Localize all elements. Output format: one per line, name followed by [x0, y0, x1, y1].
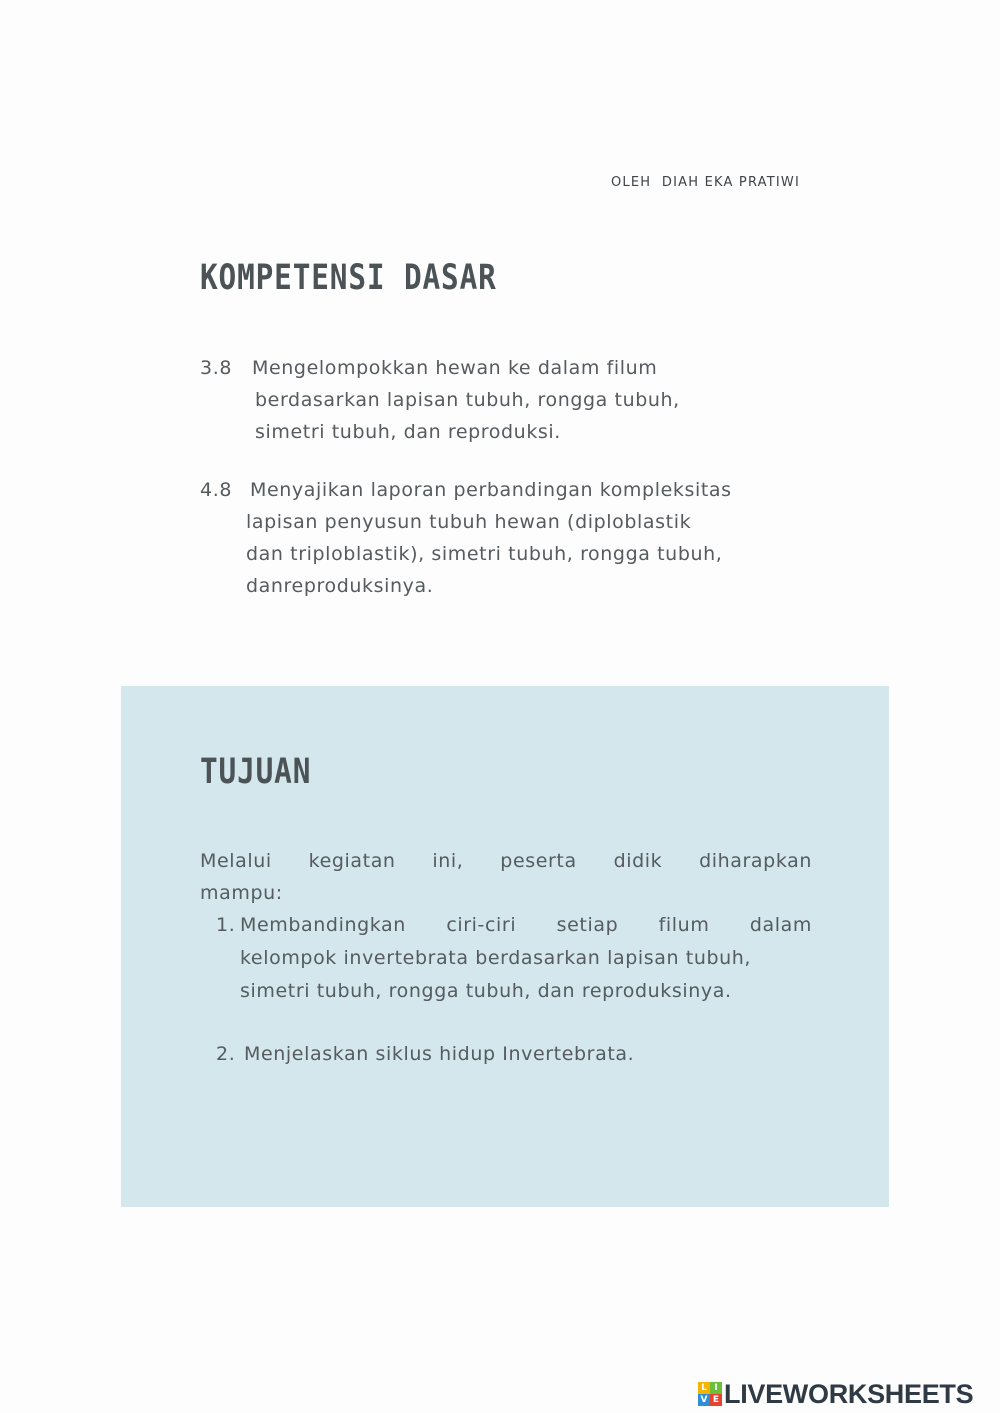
- tujuan-item-number: 1.: [216, 914, 236, 936]
- tujuan-heading: TUJUAN: [200, 752, 312, 792]
- author-credit: OLEH DIAH EKA PRATIWI: [611, 175, 801, 190]
- intro-word: kegiatan: [308, 850, 396, 872]
- intro-word: ini,: [432, 850, 464, 872]
- logo-letter: I: [710, 1382, 722, 1394]
- tujuan-item-text: Menjelaskan siklus hidup Invertebrata.: [244, 1043, 635, 1065]
- intro-line: mampu:: [200, 882, 283, 904]
- intro-word: Melalui: [200, 850, 272, 872]
- tujuan-item-word: filum: [658, 914, 710, 936]
- tujuan-item-word: setiap: [556, 914, 619, 936]
- kompetensi-item-line: danreproduksinya.: [246, 575, 434, 597]
- kompetensi-item-number: 3.8: [200, 357, 233, 379]
- liveworksheets-logo-text: LIVEWORKSHEETS: [724, 1378, 974, 1409]
- intro-word: diharapkan: [699, 850, 812, 872]
- kompetensi-dasar-heading: KOMPETENSI DASAR: [200, 258, 497, 298]
- tujuan-item-word: dalam: [749, 914, 812, 936]
- liveworksheets-logo-icon: [698, 1382, 722, 1406]
- tujuan-item-line: kelompok invertebrata berdasarkan lapisan tubuh,: [240, 947, 752, 969]
- kompetensi-item-line: dan triploblastik), simetri tubuh, rongga tubuh,: [246, 543, 723, 565]
- kompetensi-item-line: simetri tubuh, dan reproduksi.: [255, 421, 561, 443]
- kompetensi-item-4-8: [200, 474, 732, 602]
- kompetensi-item-number: 4.8: [200, 479, 233, 501]
- tujuan-item-word: Membandingkan: [240, 914, 406, 936]
- intro-word: peserta: [500, 850, 577, 872]
- kompetensi-item-line: lapisan penyusun tubuh hewan (diploblastik: [246, 511, 692, 533]
- logo-letter: V: [698, 1394, 710, 1406]
- kompetensi-item-3-8: [200, 352, 680, 448]
- tujuan-item-line: simetri tubuh, rongga tubuh, dan reproduksinya.: [240, 980, 732, 1002]
- intro-word: didik: [613, 850, 663, 872]
- tujuan-item-2: [216, 1038, 634, 1071]
- logo-letter: E: [710, 1394, 722, 1406]
- tujuan-item-word: ciri-ciri: [446, 914, 517, 936]
- kompetensi-item-line: Menyajikan laporan perbandingan kompleksitas: [250, 479, 732, 501]
- kompetensi-item-line: berdasarkan lapisan tubuh, rongga tubuh,: [255, 389, 680, 411]
- liveworksheets-logo[interactable]: [698, 1378, 973, 1410]
- tujuan-item-number: 2.: [216, 1043, 236, 1065]
- logo-letter: L: [698, 1382, 710, 1394]
- tujuan-item-1: [216, 909, 812, 1008]
- tujuan-intro: [200, 845, 812, 909]
- kompetensi-item-line: Mengelompokkan hewan ke dalam filum: [252, 357, 658, 379]
